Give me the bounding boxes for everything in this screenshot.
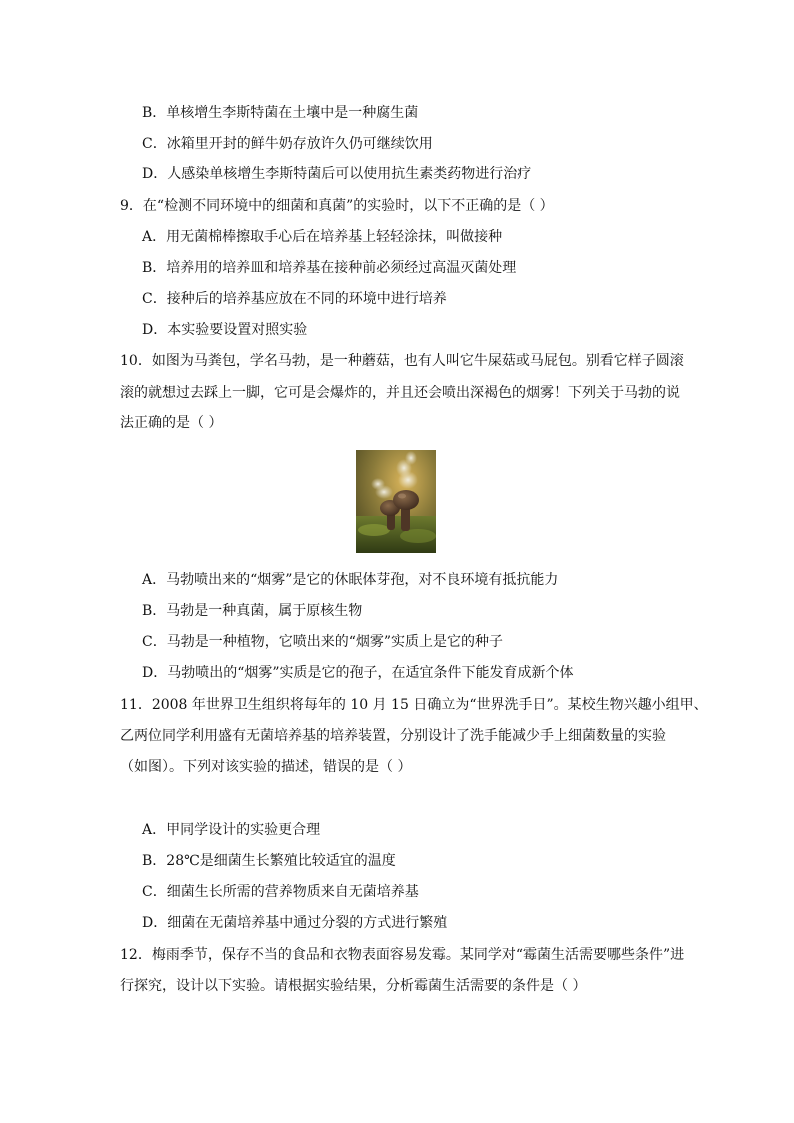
q10-option-b: B．马勃是一种真菌，属于原核生物	[142, 603, 363, 619]
q11-option-c: C．细菌生长所需的营养物质来自无菌培养基	[142, 884, 419, 900]
q10-stem-line-1: 10．如图为马粪包，学名马勃，是一种蘑菇，也有人叫它牛屎菇或马屁包。别看它样子圆滚	[120, 353, 684, 369]
q8-option-b: B．单核增生李斯特菌在土壤中是一种腐生菌	[142, 105, 419, 121]
puffball-photo-graphic	[356, 450, 436, 553]
q11-stem-line-2: 乙两位同学利用盛有无菌培养基的培养装置，分别设计了洗手能减少手上细菌数量的实验	[120, 728, 666, 744]
q11-stem-line-1: 11．2008 年世界卫生组织将每年的 10 月 15 日确立为“世界洗手日”。某校生物兴趣小组甲、	[120, 697, 708, 713]
q10-stem-line-3: 法正确的是（ ）	[120, 415, 223, 431]
q9-option-a: A．用无菌棉棒擦取手心后在培养基上轻轻涂抹，叫做接种	[142, 229, 503, 245]
q11-stem-line-3: （如图）。下列对该实验的描述，错误的是（ ）	[120, 759, 412, 775]
q10-option-a: A．马勃喷出来的“烟雾”是它的休眠体芽孢，对不良环境有抵抗能力	[142, 572, 559, 588]
q9-option-c: C．接种后的培养基应放在不同的环境中进行培养	[142, 291, 447, 307]
q12-stem-line-1: 12．梅雨季节，保存不当的食品和衣物表面容易发霉。某同学对“霉菌生活需要哪些条件”进	[120, 947, 685, 963]
q8-option-d: D．人感染单核增生李斯特菌后可以使用抗生素类药物进行治疗	[142, 166, 532, 182]
q9-stem: 9．在“检测不同环境中的细菌和真菌”的实验时，以下不正确的是（ ）	[120, 198, 554, 214]
q11-option-d: D．细菌在无菌培养基中通过分裂的方式进行繁殖	[142, 915, 448, 931]
q11-option-b: B．28℃是细菌生长繁殖比较适宜的温度	[142, 853, 396, 869]
q12-stem-line-2: 行探究，设计以下实验。请根据实验结果，分析霉菌生活需要的条件是（ ）	[120, 978, 587, 994]
q8-option-c: C．冰箱里开封的鲜牛奶存放许久仍可继续饮用	[142, 136, 433, 152]
q10-stem-line-2: 滚的就想过去踩上一脚，它可是会爆炸的，并且还会喷出深褐色的烟雾！下列关于马勃的说	[120, 385, 680, 401]
puffball-mushroom-photo	[356, 450, 436, 553]
q9-option-b: B．培养用的培养皿和培养基在接种前必须经过高温灭菌处理	[142, 260, 517, 276]
q9-option-d: D．本实验要设置对照实验	[142, 322, 308, 338]
q10-option-d: D．马勃喷出的“烟雾”实质是它的孢子，在适宜条件下能发育成新个体	[142, 665, 574, 681]
q10-option-c: C．马勃是一种植物，它喷出来的“烟雾”实质上是它的种子	[142, 634, 504, 650]
q11-option-a: A．甲同学设计的实验更合理	[142, 822, 321, 838]
